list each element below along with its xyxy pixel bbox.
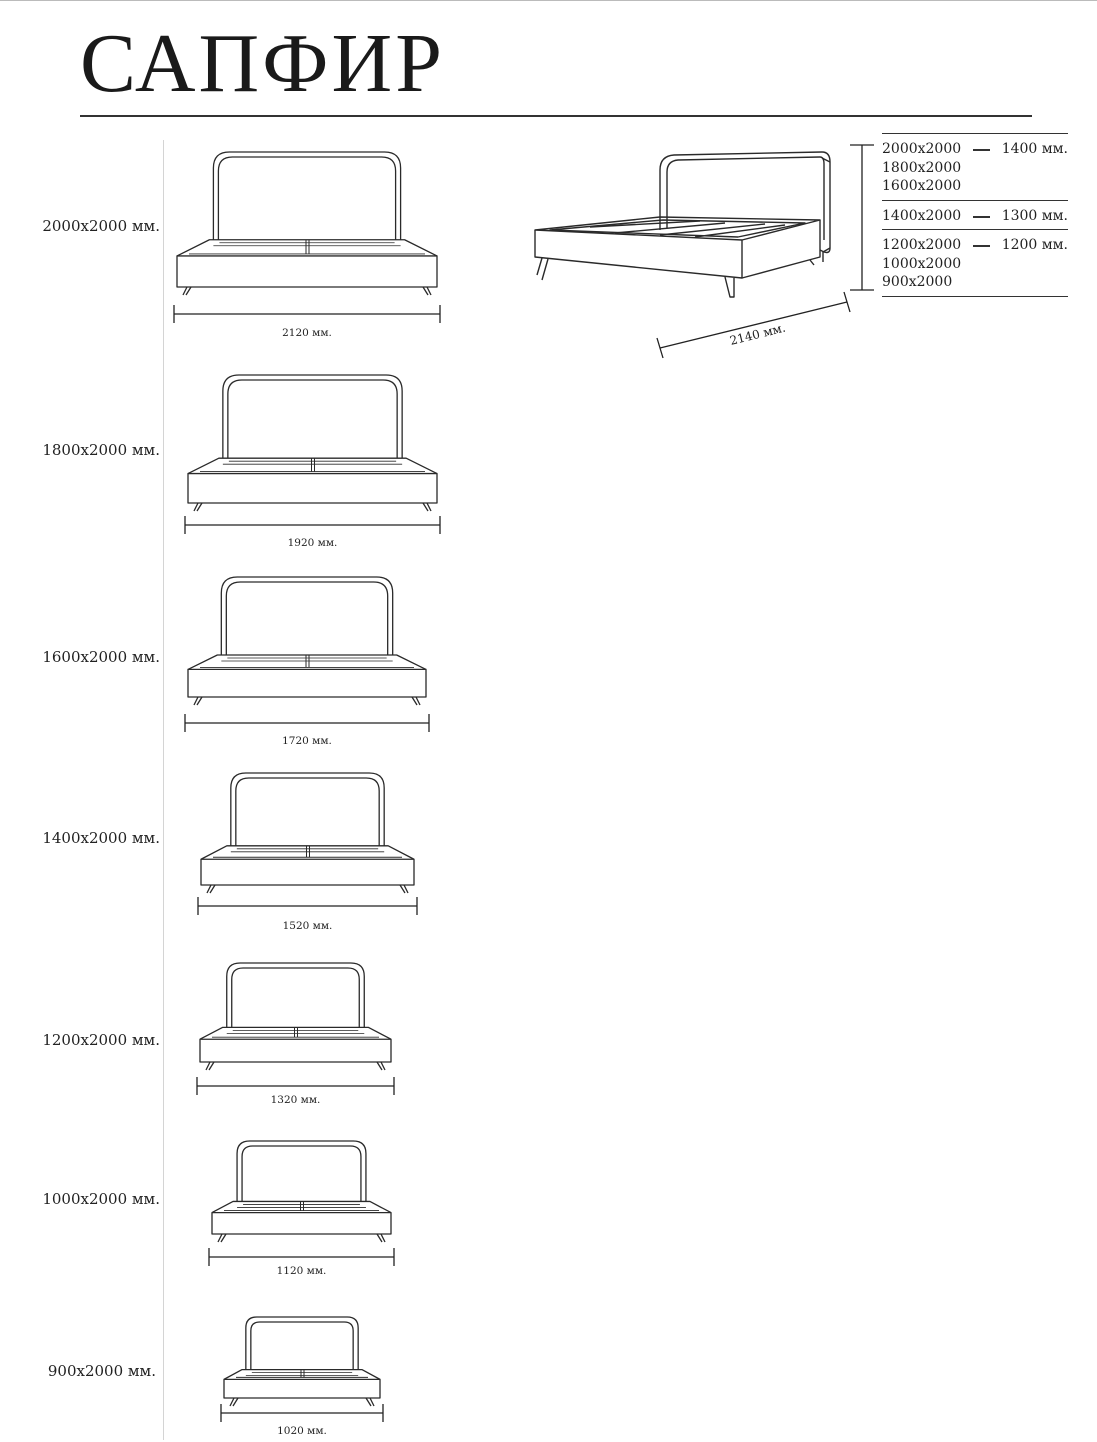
- size-1000x2000: 1000x2000: [882, 255, 962, 272]
- width-label-0: 2120 мм.: [282, 327, 332, 339]
- size-label-1000: 1000x2000 мм.: [42, 1190, 160, 1208]
- title-underline: [80, 115, 1032, 117]
- size-1200x2000: 1200x2000: [882, 237, 962, 253]
- bed-front-view-6: [211, 1307, 393, 1442]
- bed-front-view-2: [175, 567, 439, 752]
- size-1400x2000: 1400x2000: [882, 207, 962, 224]
- height-value: 1200 мм.: [1001, 237, 1068, 253]
- width-label-3: 1520 мм.: [282, 920, 333, 932]
- bed-perspective-view: [520, 140, 880, 370]
- size-2000x2000: 2000x2000: [882, 141, 962, 157]
- height-row-1200: [882, 229, 1068, 297]
- page-title: САПФИР: [80, 17, 445, 110]
- perspective-length-label: 2140 мм.: [728, 320, 787, 348]
- width-label-6: 1020 мм.: [277, 1425, 327, 1437]
- width-label-5: 1120 мм.: [276, 1265, 327, 1277]
- height-row-1400: [882, 133, 1068, 200]
- size-1600x2000: 1600x2000: [882, 178, 962, 194]
- size-label-1800: 1800x2000 мм.: [42, 441, 160, 459]
- size-label-1600: 1600x2000 мм.: [42, 648, 160, 666]
- top-border: [0, 0, 1097, 1]
- bed-front-view-3: [188, 763, 427, 937]
- dash: [973, 216, 990, 218]
- width-label-2: 1720 мм.: [282, 735, 332, 747]
- size-label-2000: 2000x2000 мм.: [42, 217, 160, 235]
- height-value: 1400 мм.: [1001, 141, 1068, 157]
- dash: [973, 245, 990, 247]
- size-label-900: 900x2000 мм.: [47, 1362, 156, 1380]
- height-value: 1300 мм.: [1001, 207, 1068, 224]
- size-900x2000: 900x2000: [882, 274, 953, 290]
- bed-front-view-0: [164, 142, 450, 344]
- size-label-1200: 1200x2000 мм.: [42, 1031, 160, 1049]
- bed-front-view-1: [175, 365, 450, 554]
- bed-front-view-4: [187, 953, 404, 1111]
- height-table: [882, 133, 1068, 297]
- bed-front-view-5: [199, 1131, 404, 1282]
- size-label-1400: 1400x2000 мм.: [42, 829, 160, 847]
- size-1800x2000: 1800x2000: [882, 159, 962, 176]
- dash: [973, 149, 990, 151]
- width-label-1: 1920 мм.: [287, 537, 338, 549]
- width-label-4: 1320 мм.: [270, 1094, 321, 1106]
- height-row-1300: [882, 200, 1068, 230]
